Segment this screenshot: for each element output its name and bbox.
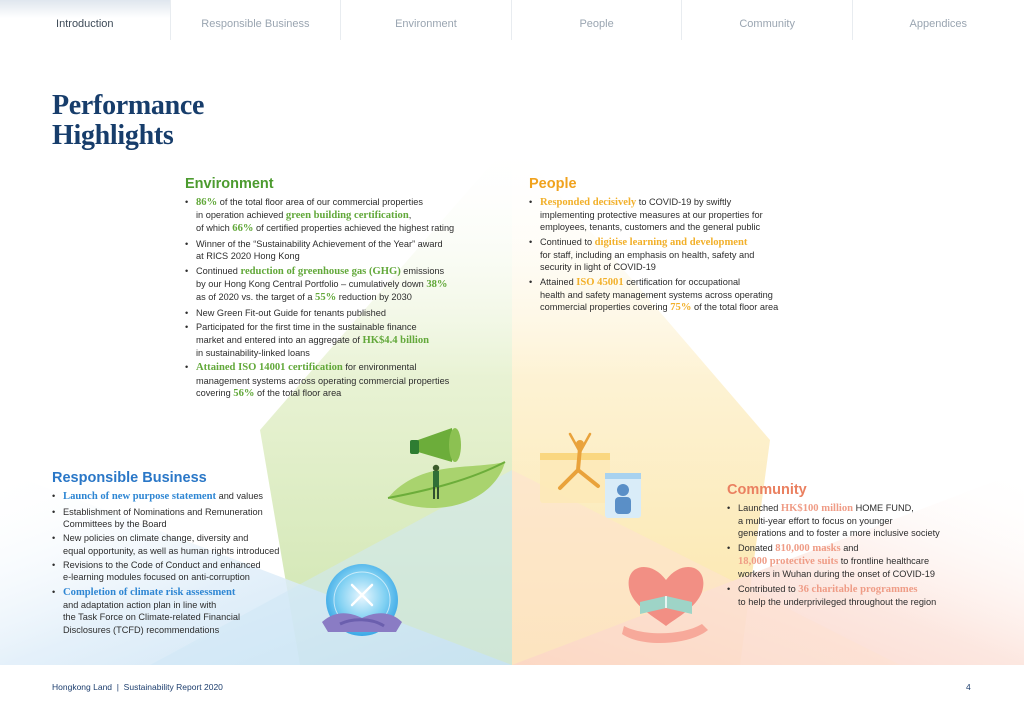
bullet-item: [52, 559, 332, 583]
tab-introduction[interactable]: Introduction: [0, 0, 171, 40]
bullet-item: [185, 361, 505, 400]
highlight-text: Completion of climate risk assessment: [63, 586, 236, 598]
highlight-text: 56%: [233, 387, 255, 399]
bullet-item: [529, 236, 829, 274]
body-text: and values: [216, 491, 264, 501]
community-heading: Community: [727, 482, 807, 498]
highlight-text: 66%: [232, 223, 254, 235]
highlight-text: HK$4.4 billion: [362, 334, 430, 346]
bullet-item: [185, 196, 505, 236]
body-text: and: [840, 543, 859, 553]
highlight-text: reduction of greenhouse gas (GHG): [240, 265, 401, 277]
tab-community[interactable]: Community: [682, 0, 853, 40]
bullet-item: [727, 542, 987, 581]
bullet-item: [185, 307, 505, 319]
tab-responsible-business[interactable]: Responsible Business: [171, 0, 342, 40]
bullet-item: [529, 276, 829, 315]
footer-text: Hongkong Land | Sustainability Report 2020: [52, 682, 223, 692]
body-text: of certified properties achieved the highest rating: [253, 223, 455, 234]
body-text: HOME FUND, a multi-year effort to focus on younger generations and to foster a more inclusive society: [738, 503, 940, 539]
environment-section: [185, 176, 505, 402]
people-heading: People: [529, 176, 577, 192]
body-text: Attained: [540, 277, 577, 287]
body-text: in sustainability-linked loans: [196, 347, 310, 358]
body-text: for environmental management systems across operating commercial properties covering: [196, 362, 450, 398]
page-number: 4: [966, 682, 971, 692]
body-text: New policies on climate change, diversity and equal opportunity, as well as human rights introduced: [63, 533, 280, 556]
bullet-item: [185, 265, 505, 305]
responsible-business-section: [52, 470, 332, 638]
bullet-item: [529, 196, 829, 234]
bullet-item: [727, 583, 987, 608]
highlight-text: 86%: [196, 197, 218, 208]
body-text: of the total floor area of our commercial properties in operation achieved: [196, 197, 423, 221]
highlight-text: green building certification: [285, 210, 409, 222]
bullet-item: [52, 506, 332, 530]
highlight-text: 36 charitable programmes: [798, 584, 918, 595]
body-text: Continued to: [540, 237, 595, 247]
responsible-business-list: [52, 490, 332, 636]
environment-list: [185, 196, 505, 400]
highlight-text: HK$100 million: [780, 503, 854, 514]
body-text: Establishment of Nominations and Remuneration Committees by the Board: [63, 506, 263, 529]
page-title-line-1: Performance: [52, 90, 205, 121]
bullet-item: [185, 238, 505, 262]
body-text: certification for occupational health and safety management systems across operating commercial properties covering: [540, 277, 773, 313]
highlight-text: 55%: [315, 292, 337, 304]
highlight-text: ISO 45001: [576, 277, 624, 288]
highlight-text: 810,000 masks: [775, 543, 841, 554]
highlight-text: 75%: [670, 302, 692, 314]
responsible-business-heading: Responsible Business: [52, 470, 207, 486]
body-text: of the total floor area: [691, 302, 779, 313]
highlight-text: digitise learning and development: [594, 237, 748, 248]
body-text: reduction by 2030: [336, 292, 412, 303]
body-text: emissions by our Hong Kong Central Portfolio – cumulatively down: [196, 265, 445, 289]
highlight-text: 18,000 protective suits: [738, 556, 839, 568]
body-text: as of 2020 vs. the target of a: [196, 292, 316, 303]
tab-environment[interactable]: Environment: [341, 0, 512, 40]
body-text: Winner of the “Sustainability Achievement of the Year” award at RICS 2020 Hong Kong: [196, 239, 443, 262]
body-text: Donated: [738, 543, 776, 553]
body-text: , of which: [196, 210, 412, 234]
body-text: to COVID-19 by swiftly implementing protective measures at our properties for employees, tenants, customers and the general public: [540, 197, 763, 233]
environment-heading: Environment: [185, 176, 274, 192]
body-text: New Green Fit-out Guide for tenants published: [196, 307, 386, 318]
body-text: Revisions to the Code of Conduct and enhanced e-learning modules focused on anti-corruption: [63, 560, 261, 583]
body-text: Continued: [196, 265, 241, 276]
bullet-item: [52, 586, 332, 636]
body-text: Launched: [738, 503, 781, 513]
bullet-item: [185, 321, 505, 359]
community-section: [727, 482, 987, 611]
highlight-text: Launch of new purpose statement: [63, 491, 217, 502]
people-list: [529, 196, 829, 315]
bullet-item: [727, 502, 987, 540]
body-text: Participated for the first time in the sustainable finance market and entered into an aggregate of: [196, 322, 417, 345]
tab-appendices[interactable]: Appendices: [909, 18, 968, 30]
body-text: and adaptation action plan in line with the Task Force on Climate-related Financial Disclosures (TCFD) recommendations: [63, 600, 241, 635]
body-text: for staff, including an emphasis on health, safety and security in light of COVID-19: [540, 250, 755, 273]
body-text: Contributed to: [738, 584, 799, 594]
tab-people[interactable]: People: [512, 0, 683, 40]
people-section: [529, 176, 829, 317]
page-title-line-2: Highlights: [52, 120, 174, 151]
body-text: to frontline healthcare workers in Wuhan during the onset of COVID-19: [738, 556, 935, 580]
highlight-text: Attained ISO 14001 certification: [196, 362, 343, 374]
bullet-item: [52, 490, 332, 503]
community-list: [727, 502, 987, 608]
bullet-item: [52, 532, 332, 556]
highlight-text: Responded decisively: [540, 197, 637, 208]
body-text: to help the underprivileged throughout the region: [738, 597, 937, 608]
section-navigation: [0, 0, 1024, 40]
highlight-text: 38%: [426, 279, 448, 290]
page-title: [52, 91, 204, 151]
body-text: of the total floor area: [254, 387, 342, 398]
